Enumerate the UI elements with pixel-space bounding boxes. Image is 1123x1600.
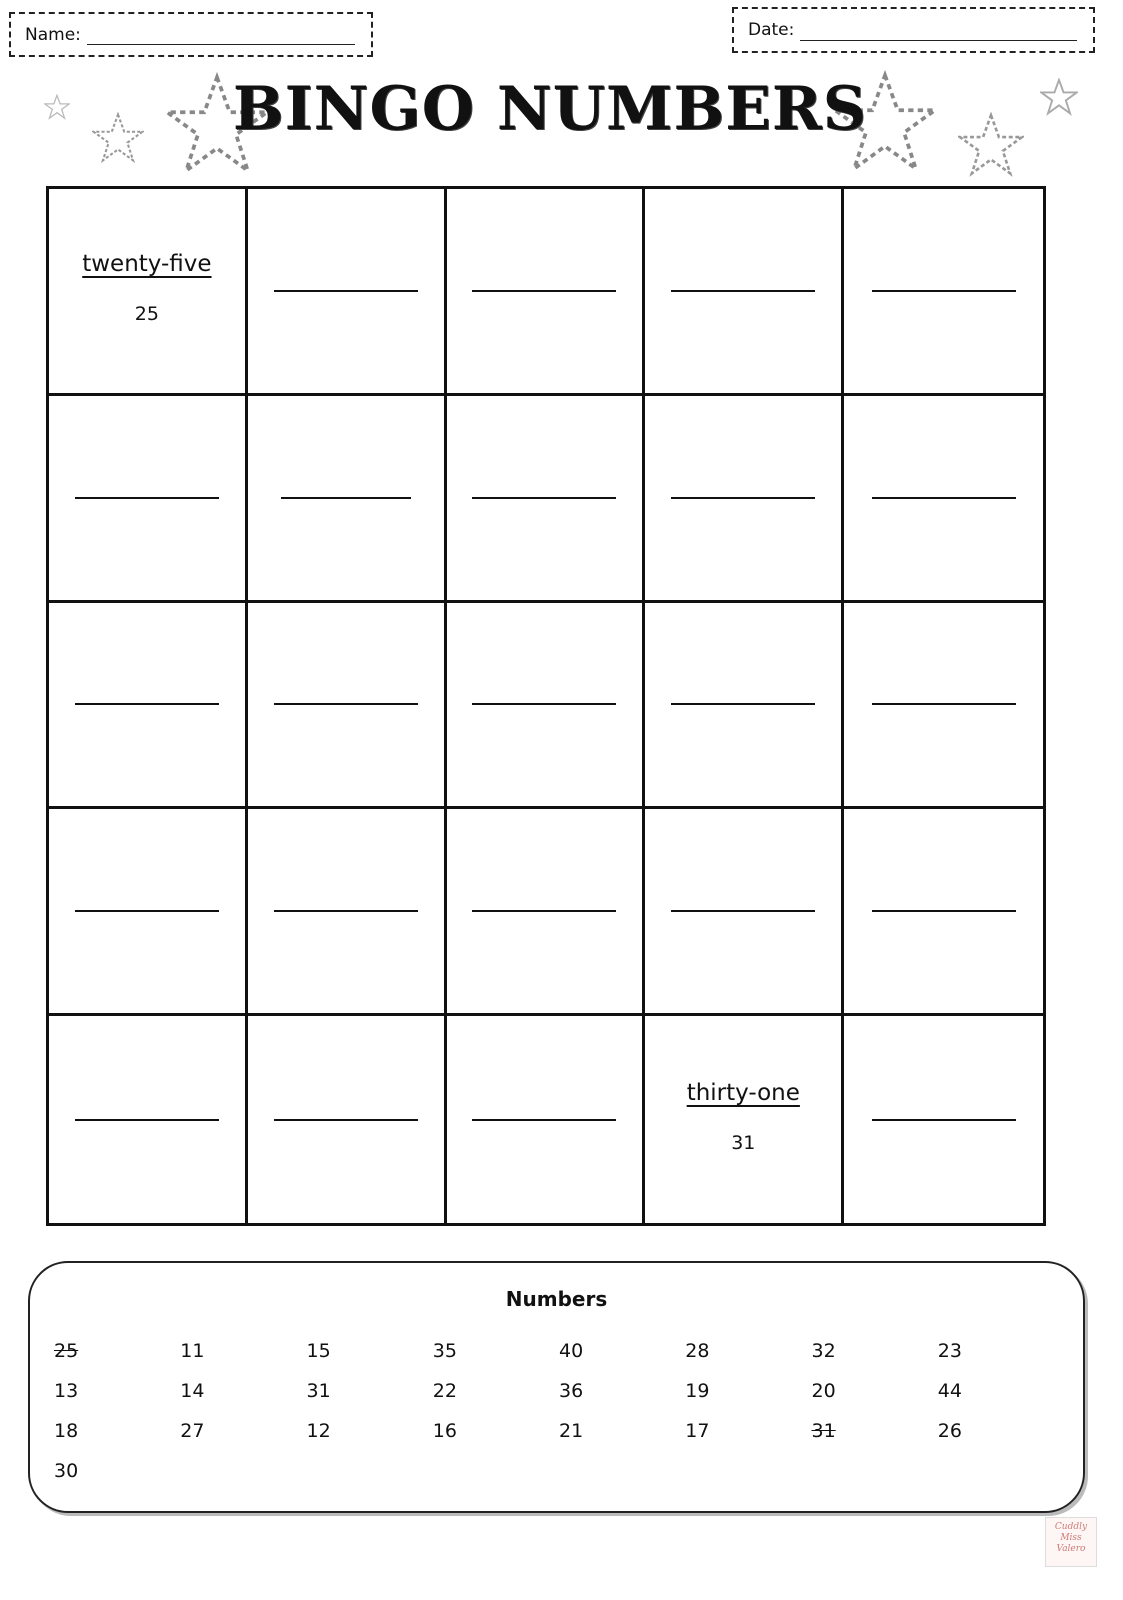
bingo-cell[interactable]: [645, 189, 844, 396]
number-item: 13: [54, 1380, 79, 1402]
number-item: 28: [685, 1340, 710, 1362]
date-field[interactable]: [732, 7, 1095, 53]
bingo-cell[interactable]: [844, 603, 1043, 810]
number-item: 25: [54, 1340, 79, 1362]
number-item: 26: [937, 1420, 962, 1442]
number-item: 30: [54, 1460, 79, 1482]
cell-word: twenty-five: [82, 250, 212, 277]
logo-mark: Cuddly Miss Valero: [1054, 1522, 1088, 1554]
name-field[interactable]: [9, 12, 373, 57]
answer-line[interactable]: [872, 290, 1016, 292]
bingo-cell[interactable]: [844, 1016, 1043, 1223]
answer-line[interactable]: [671, 497, 815, 499]
answer-line[interactable]: [671, 703, 815, 705]
answer-line[interactable]: [872, 910, 1016, 912]
answer-line[interactable]: [872, 1119, 1016, 1121]
bingo-cell[interactable]: [844, 809, 1043, 1016]
answer-line[interactable]: [671, 290, 815, 292]
number-item: 14: [180, 1380, 205, 1402]
answer-line[interactable]: [472, 1119, 616, 1121]
bingo-cell[interactable]: [49, 809, 248, 1016]
numbers-panel: [28, 1261, 1085, 1513]
number-item: 16: [432, 1420, 457, 1442]
bingo-cell[interactable]: [49, 603, 248, 810]
name-label: Name:: [25, 24, 81, 45]
bingo-cell[interactable]: [49, 189, 248, 396]
cell-number: 25: [134, 302, 159, 325]
bingo-cell[interactable]: [447, 396, 646, 603]
bingo-cell[interactable]: [49, 396, 248, 603]
number-item: 12: [306, 1420, 331, 1442]
bingo-cell[interactable]: [447, 603, 646, 810]
bingo-cell[interactable]: [248, 603, 447, 810]
answer-line[interactable]: [75, 497, 219, 499]
number-item: 27: [180, 1420, 205, 1442]
number-item: 40: [559, 1340, 584, 1362]
answer-line[interactable]: [472, 703, 616, 705]
answer-line[interactable]: [872, 497, 1016, 499]
bingo-grid: [46, 186, 1046, 1226]
answer-line[interactable]: [472, 910, 616, 912]
bingo-cell[interactable]: [248, 1016, 447, 1223]
number-item: 23: [937, 1340, 962, 1362]
answer-line[interactable]: [274, 1119, 418, 1121]
number-item: 32: [811, 1340, 836, 1362]
number-item: 35: [432, 1340, 457, 1362]
number-item: 18: [54, 1420, 79, 1442]
answer-line[interactable]: [274, 703, 418, 705]
page-title: BINGO NUMBERS: [232, 74, 868, 144]
answer-line[interactable]: [274, 290, 418, 292]
answer-line[interactable]: [872, 703, 1016, 705]
number-item: 44: [937, 1380, 962, 1402]
answer-line[interactable]: [281, 497, 411, 499]
number-item: 20: [811, 1380, 836, 1402]
number-item: 31: [306, 1380, 331, 1402]
cell-number: 31: [731, 1131, 756, 1154]
answer-line[interactable]: [274, 910, 418, 912]
bingo-cell[interactable]: [844, 396, 1043, 603]
bingo-cell[interactable]: [645, 809, 844, 1016]
numbers-title: Numbers: [505, 1287, 608, 1311]
number-item: 31: [811, 1420, 836, 1442]
bingo-cell[interactable]: [447, 1016, 646, 1223]
bingo-cell[interactable]: [49, 1016, 248, 1223]
bingo-cell[interactable]: [645, 603, 844, 810]
cell-word: thirty-one: [686, 1079, 800, 1106]
date-label: Date:: [748, 20, 795, 40]
numbers-list: [54, 1339, 1064, 1484]
number-item: 21: [559, 1420, 584, 1442]
bingo-cell[interactable]: [248, 189, 447, 396]
bingo-cell[interactable]: [645, 396, 844, 603]
answer-line[interactable]: [75, 1119, 219, 1121]
publisher-logo: [1045, 1517, 1097, 1567]
number-item: 22: [432, 1380, 457, 1402]
number-item: 17: [685, 1420, 710, 1442]
date-line[interactable]: [800, 26, 1077, 41]
number-item: 36: [559, 1380, 584, 1402]
name-line[interactable]: [87, 30, 355, 45]
bingo-cell[interactable]: [447, 189, 646, 396]
number-item: 15: [306, 1340, 331, 1362]
answer-line[interactable]: [75, 703, 219, 705]
answer-line[interactable]: [472, 290, 616, 292]
bingo-cell[interactable]: [844, 189, 1043, 396]
bingo-cell[interactable]: [248, 809, 447, 1016]
answer-line[interactable]: [671, 910, 815, 912]
bingo-cell[interactable]: [645, 1016, 844, 1223]
answer-line[interactable]: [75, 910, 219, 912]
number-item: 19: [685, 1380, 710, 1402]
bingo-cell[interactable]: [248, 396, 447, 603]
number-item: 11: [180, 1340, 205, 1362]
answer-line[interactable]: [472, 497, 616, 499]
bingo-cell[interactable]: [447, 809, 646, 1016]
